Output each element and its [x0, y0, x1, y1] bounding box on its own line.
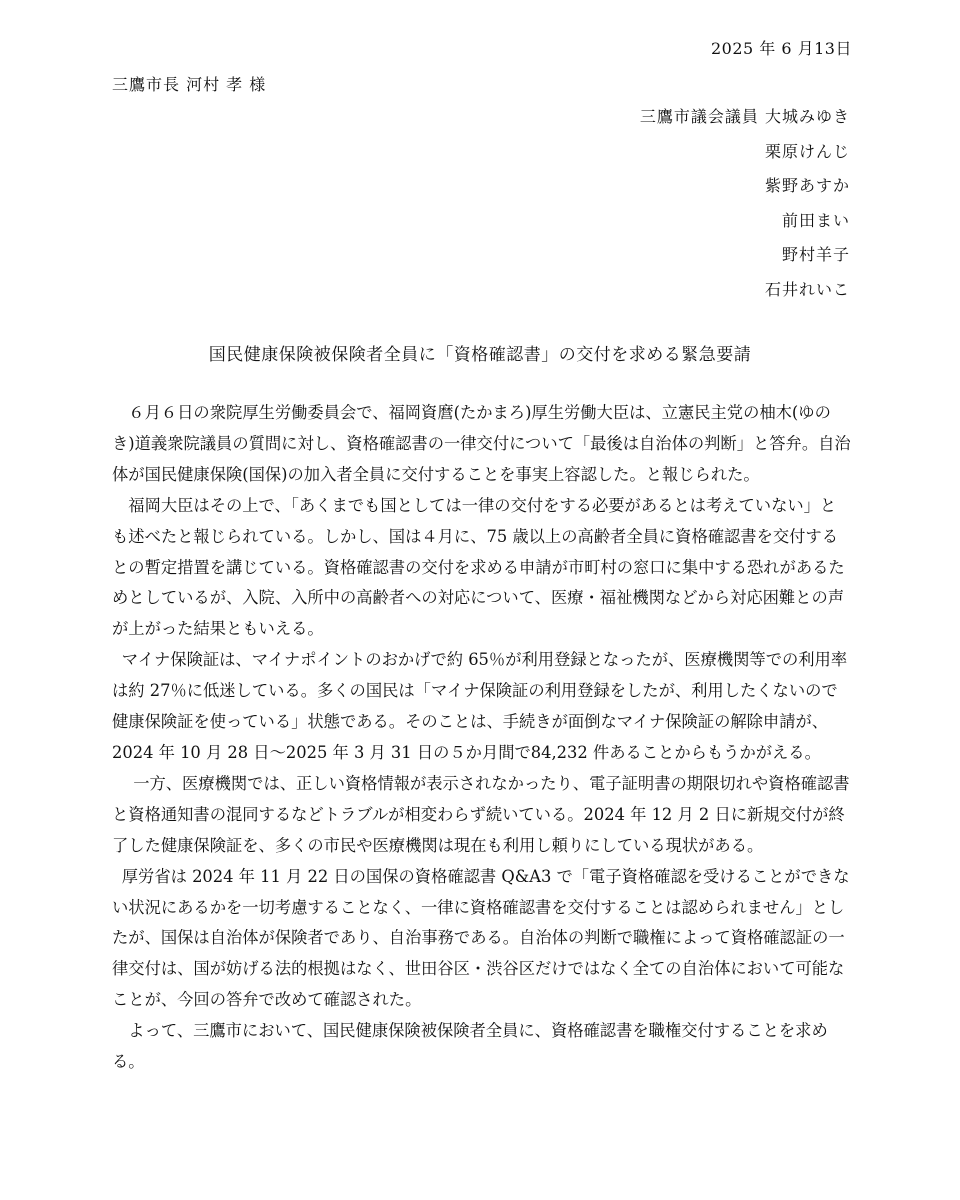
body-paragraph: ６月６日の衆院厚生労働委員会で、福岡資麿(たかまろ)厚生労働大臣は、立憲民主党の柚木(ゆのき)道義衆院議員の質問に対し、資格確認書の一律交付について「最後は自治体の判断」と答弁。自治体が国民健康保険(国保)の加入者全員に交付することを事実上容認した。と報じられた。 [112, 403, 851, 484]
sender-name: 紫野あすか [764, 176, 850, 195]
body-paragraph: 一方、医療機関では、正しい資格情報が表示されなかったり、電子証明書の期限切れや資格確認書と資格通知書の混同するなどトラブルが相変わらず続いている。2024 年 12 月 2 日に新規交付が終了した健康保険証を、多くの市民や医療機関は現在も利用し頼りにしている現状がある。 [112, 773, 850, 855]
sender-name: 野村羊子 [781, 245, 850, 264]
document-title: 国民健康保険被保険者全員に「資格確認書」の交付を求める緊急要請 [208, 345, 752, 365]
body-paragraph: マイナ保険証は、マイナポイントのおかげで約 65％が利用登録となったが、医療機関等での利用率は約 27％に低迷している。多くの国民は「マイナ保険証の利用登録をしたが、利用したくないので健康保険証を使っている」状態である。そのことは、手続きが面倒なマイナ保険証の解除申請が、2024 年 10 月 28 日～2025 年 3 月 31 日の５か月間で84,232 件あることからもうかがえる。 [112, 650, 848, 762]
sender-list [640, 100, 850, 307]
sender-name: 前田まい [781, 210, 850, 230]
sender-name: 栗原けんじ [764, 141, 850, 161]
sender-name: 石井れいこ [764, 279, 850, 299]
body-paragraph: よって、三鷹市において、国民健康保険被保険者全員に、資格確認書を職権交付することを求める。 [112, 1021, 828, 1072]
addressee: 三鷹市長 河村 孝 様 [112, 75, 267, 94]
letter-date: 2025 年 6 月13日 [710, 39, 852, 58]
document-body [112, 398, 852, 1078]
sender-name: 三鷹市議会議員 大城みゆき [639, 107, 850, 126]
body-paragraph: 厚労省は 2024 年 11 月 22 日の国保の資格確認書 Q&A3 で「電子資格確認を受けることができない状況にあるかを一切考慮することなく、一律に資格確認書を交付することは認められません」としたが、国保は自治体が保険者であり、自治事務である。自治体の判断で職権によって資格確認証の一律交付は、国が妨げる法的根拠はなく、世田谷区・渋谷区だけではなく全ての自治体において可能なことが、今回の答弁で改めて確認された。 [112, 866, 850, 1010]
body-paragraph: 福岡大臣はその上で、「あくまでも国としては一律の交付をする必要があるとは考えていない」とも述べたと報じられている。しかし、国は４月に、75 歳以上の高齢者全員に資格確認書を交付するとの暫定措置を講じている。資格確認書の交付を求める申請が市町村の窓口に集中する恐れがあるためとしているが、入院、入所中の高齢者への対応について、医療・福祉機関などから対応困難との声が上がった結果ともいえる。 [112, 495, 845, 639]
